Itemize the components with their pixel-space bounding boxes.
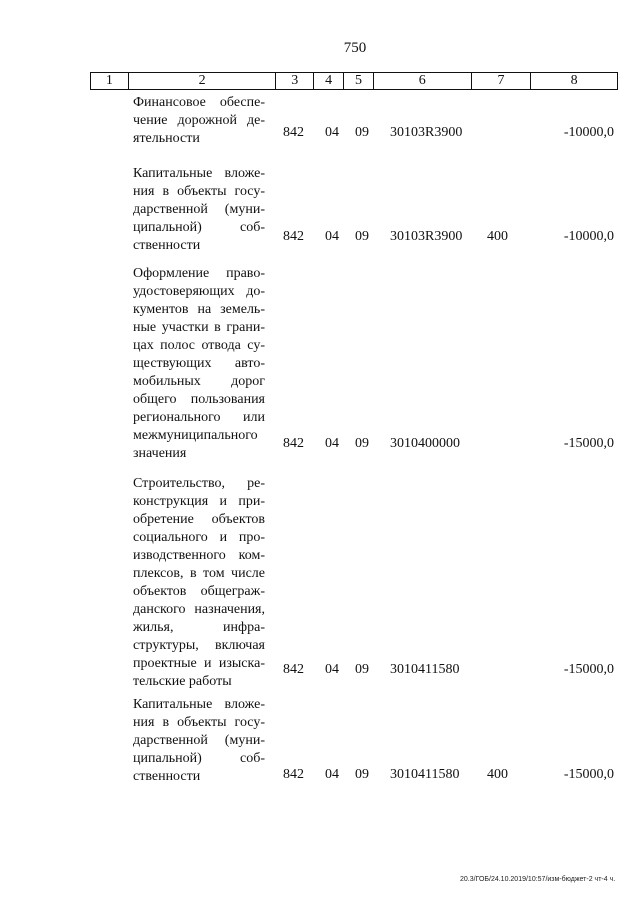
row-subsection-code: 09 [355, 229, 369, 244]
row-ministry-code: 842 [283, 767, 304, 782]
column-header-3: 3 [276, 73, 314, 89]
row-ministry-code: 842 [283, 662, 304, 677]
row-target-code: 30103R3900 [390, 125, 463, 140]
row-target-code: 3010411580 [390, 662, 460, 677]
row-amount: -15000,0 [563, 767, 614, 782]
table-header [90, 72, 618, 90]
row-description: Финансовое обеспечение дорожной деятельности [133, 95, 265, 146]
column-header-2: 2 [129, 73, 276, 89]
row-amount: -10000,0 [563, 125, 614, 140]
row-target-code: 3010400000 [390, 436, 460, 451]
row-section-code: 04 [325, 767, 339, 782]
row-amount: -15000,0 [563, 662, 614, 677]
row-description: Строительство, реконструкция и приобретение объектов социального и производственного комплексов, в том числе объектов общегражданского назначения, жилья, инфраструктуры, включая проектные и изыскательские работы [133, 476, 265, 689]
row-ministry-code: 842 [283, 125, 304, 140]
page-number: 750 [343, 40, 367, 56]
document-footer: 20.3/ГОБ/24.10.2019/10:57/изм-бюджет-2 чт-4 ч. [460, 876, 616, 883]
column-header-7: 7 [472, 73, 532, 89]
row-section-code: 04 [325, 436, 339, 451]
column-header-1: 1 [91, 73, 129, 89]
row-subsection-code: 09 [355, 767, 369, 782]
row-expense-type: 400 [487, 229, 508, 244]
row-section-code: 04 [325, 229, 339, 244]
row-description: Оформление правоудостоверяющих документов на земельные участки в границах полос отвода существующих автомобильных дорог общего пользования регионального или межмуниципального значения [133, 266, 265, 461]
row-amount: -15000,0 [563, 436, 614, 451]
row-expense-type: 400 [487, 767, 508, 782]
column-header-4: 4 [314, 73, 344, 89]
row-subsection-code: 09 [355, 662, 369, 677]
row-description: Капитальные вложения в объекты государственной (муниципальной) собственности [133, 166, 265, 253]
row-section-code: 04 [325, 662, 339, 677]
row-ministry-code: 842 [283, 229, 304, 244]
row-amount: -10000,0 [563, 229, 614, 244]
column-header-5: 5 [344, 73, 374, 89]
row-section-code: 04 [325, 125, 339, 140]
row-target-code: 30103R3900 [390, 229, 463, 244]
column-header-6: 6 [374, 73, 472, 89]
column-header-8: 8 [570, 73, 578, 88]
row-ministry-code: 842 [283, 436, 304, 451]
row-subsection-code: 09 [355, 436, 369, 451]
row-subsection-code: 09 [355, 125, 369, 140]
row-target-code: 3010411580 [390, 767, 460, 782]
row-description: Капитальные вложения в объекты государственной (муниципальной) собственности [133, 697, 265, 784]
